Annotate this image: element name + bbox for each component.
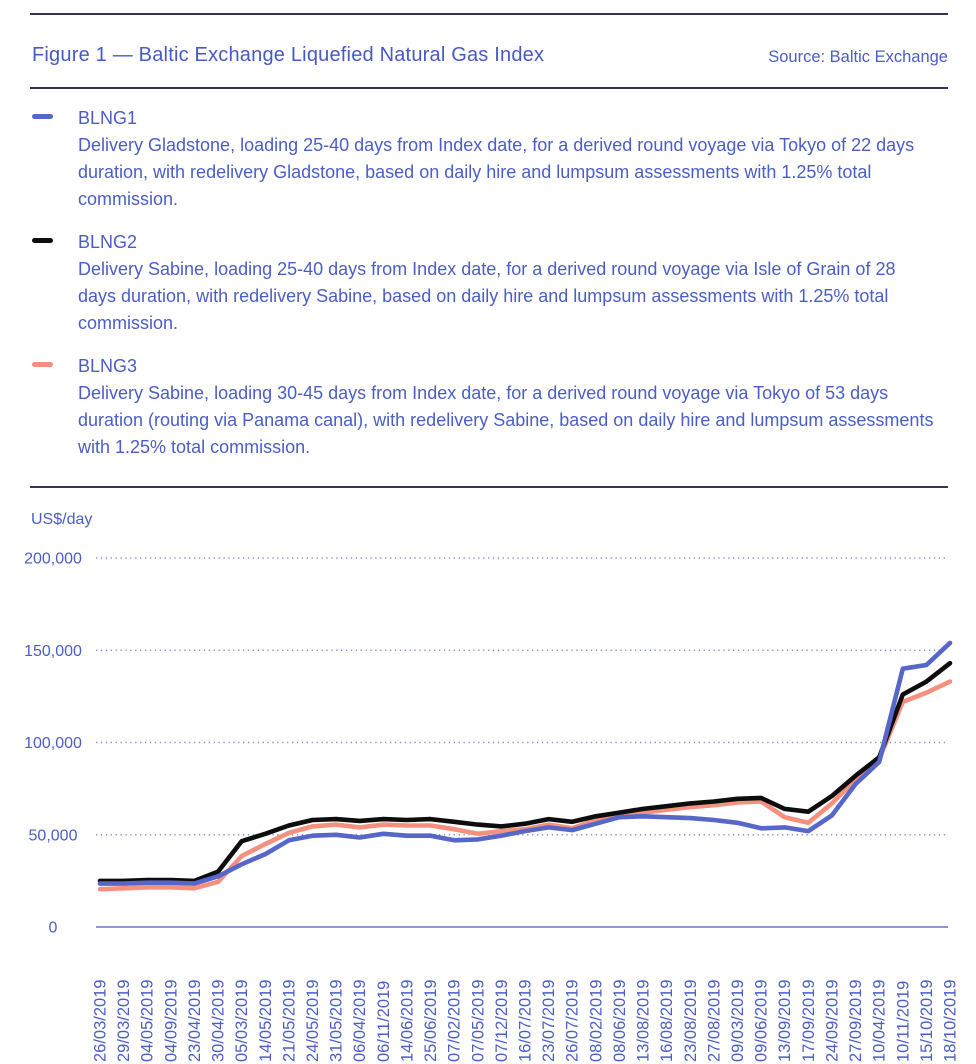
legend-series-name: BLNG2 [78,232,138,252]
x-tick-label: 08/02/2019 [587,979,606,1062]
x-tick-labels [92,979,960,1062]
y-tick-label: 150,000 [24,642,82,660]
x-tick-label: 24/09/2019 [823,979,842,1062]
chart-divider-rule [30,486,948,488]
y-tick-label: 0 [48,919,58,937]
x-tick-label: 16/07/2019 [516,979,535,1062]
legend [0,106,976,478]
x-tick-label: 21/05/2019 [280,979,299,1062]
x-tick-label: 08/06/2019 [610,979,629,1062]
x-tick-label: 04/09/2019 [162,979,181,1062]
x-tick-label: 15/10/2019 [917,979,936,1062]
x-tick-label: 10/11/2019 [894,980,913,1062]
x-tick-label: 06/04/2019 [351,979,370,1062]
legend-series-name: BLNG3 [78,356,138,376]
title-divider-rule [30,87,948,89]
x-tick-label: 27/09/2019 [847,979,866,1062]
x-tick-label: 13/08/2019 [634,979,653,1062]
x-tick-label: 27/08/2019 [705,979,724,1062]
legend-item-blng2 [0,230,976,337]
y-tick-label: 100,000 [24,735,82,752]
x-tick-label: 14/05/2019 [256,979,275,1062]
x-tick-label: 13/09/2019 [776,979,795,1062]
figure-title: Figure 1 — Baltic Exchange Liquefied Natural Gas Index [32,44,545,66]
x-tick-label: 10/04/2019 [870,979,889,1062]
line-chart [0,490,976,1064]
legend-series-description: Delivery Sabine, loading 25-40 days from Index date, for a derived round voyage via Isle of Grain of 28 days duration, with redelivery Sabine, based on daily hire and lumpsum assessments with 1.25% total commission. [78,259,896,333]
x-tick-label: 14/06/2019 [398,979,417,1062]
series-lines [100,643,950,889]
x-tick-label: 30/04/2019 [209,979,228,1062]
x-tick-label: 29/03/2019 [115,979,134,1062]
legend-item-blng3 [0,354,976,461]
series-line-blng1 [100,643,950,884]
legend-swatch-blng2 [32,238,53,243]
x-tick-label: 16/08/2019 [658,979,677,1062]
x-tick-label: 26/07/2019 [563,979,582,1062]
x-tick-label: 09/03/2019 [729,979,747,1062]
legend-swatch-blng1 [32,114,53,119]
x-tick-label: 06/11/2019 [374,980,393,1062]
x-tick-label: 17/09/2019 [799,979,818,1062]
y-tick-label: 200,000 [24,550,82,568]
x-tick-label: 07/12/2019 [492,979,511,1062]
source-label: Source: Baltic Exchange [768,48,948,66]
legend-item-blng1 [0,106,976,213]
x-tick-label: 23/04/2019 [185,979,204,1062]
y-axis-title: US$/day [31,511,93,528]
x-tick-label: 31/05/2019 [327,979,346,1062]
legend-series-description: Delivery Sabine, loading 30-45 days from Index date, for a derived round voyage via Tokyo of 53 days duration (routing via Panama canal), with redelivery Sabine, based on daily hire and lumpsum assessments with 1.25% total commission. [78,383,934,457]
series-line-blng2 [100,663,950,881]
legend-swatch-blng3 [32,362,53,367]
x-tick-label: 09/06/2019 [752,979,771,1062]
x-tick-label: 26/03/2019 [91,979,110,1062]
x-tick-label: 23/07/2019 [540,979,559,1062]
x-tick-label: 04/05/2019 [138,979,157,1062]
top-rule [30,13,948,15]
y-tick-labels [24,551,82,937]
x-tick-label: 23/08/2019 [681,979,700,1062]
x-tick-label: 07/02/2019 [445,979,464,1062]
x-tick-label: 18/10/2019 [941,979,960,1062]
legend-series-name: BLNG1 [78,108,138,128]
y-tick-label: 50,000 [28,827,78,845]
x-tick-label: 05/03/2019 [233,979,252,1062]
legend-series-description: Delivery Gladstone, loading 25-40 days from Index date, for a derived round voyage via Tokyo of 22 days duration, with redelivery Gladstone, based on daily hire and lumpsum assessments with 1.25% total commission. [78,135,915,209]
x-tick-label: 25/06/2019 [422,979,441,1062]
x-tick-label: 07/05/2019 [469,979,488,1062]
x-tick-label: 24/05/2019 [304,979,322,1062]
